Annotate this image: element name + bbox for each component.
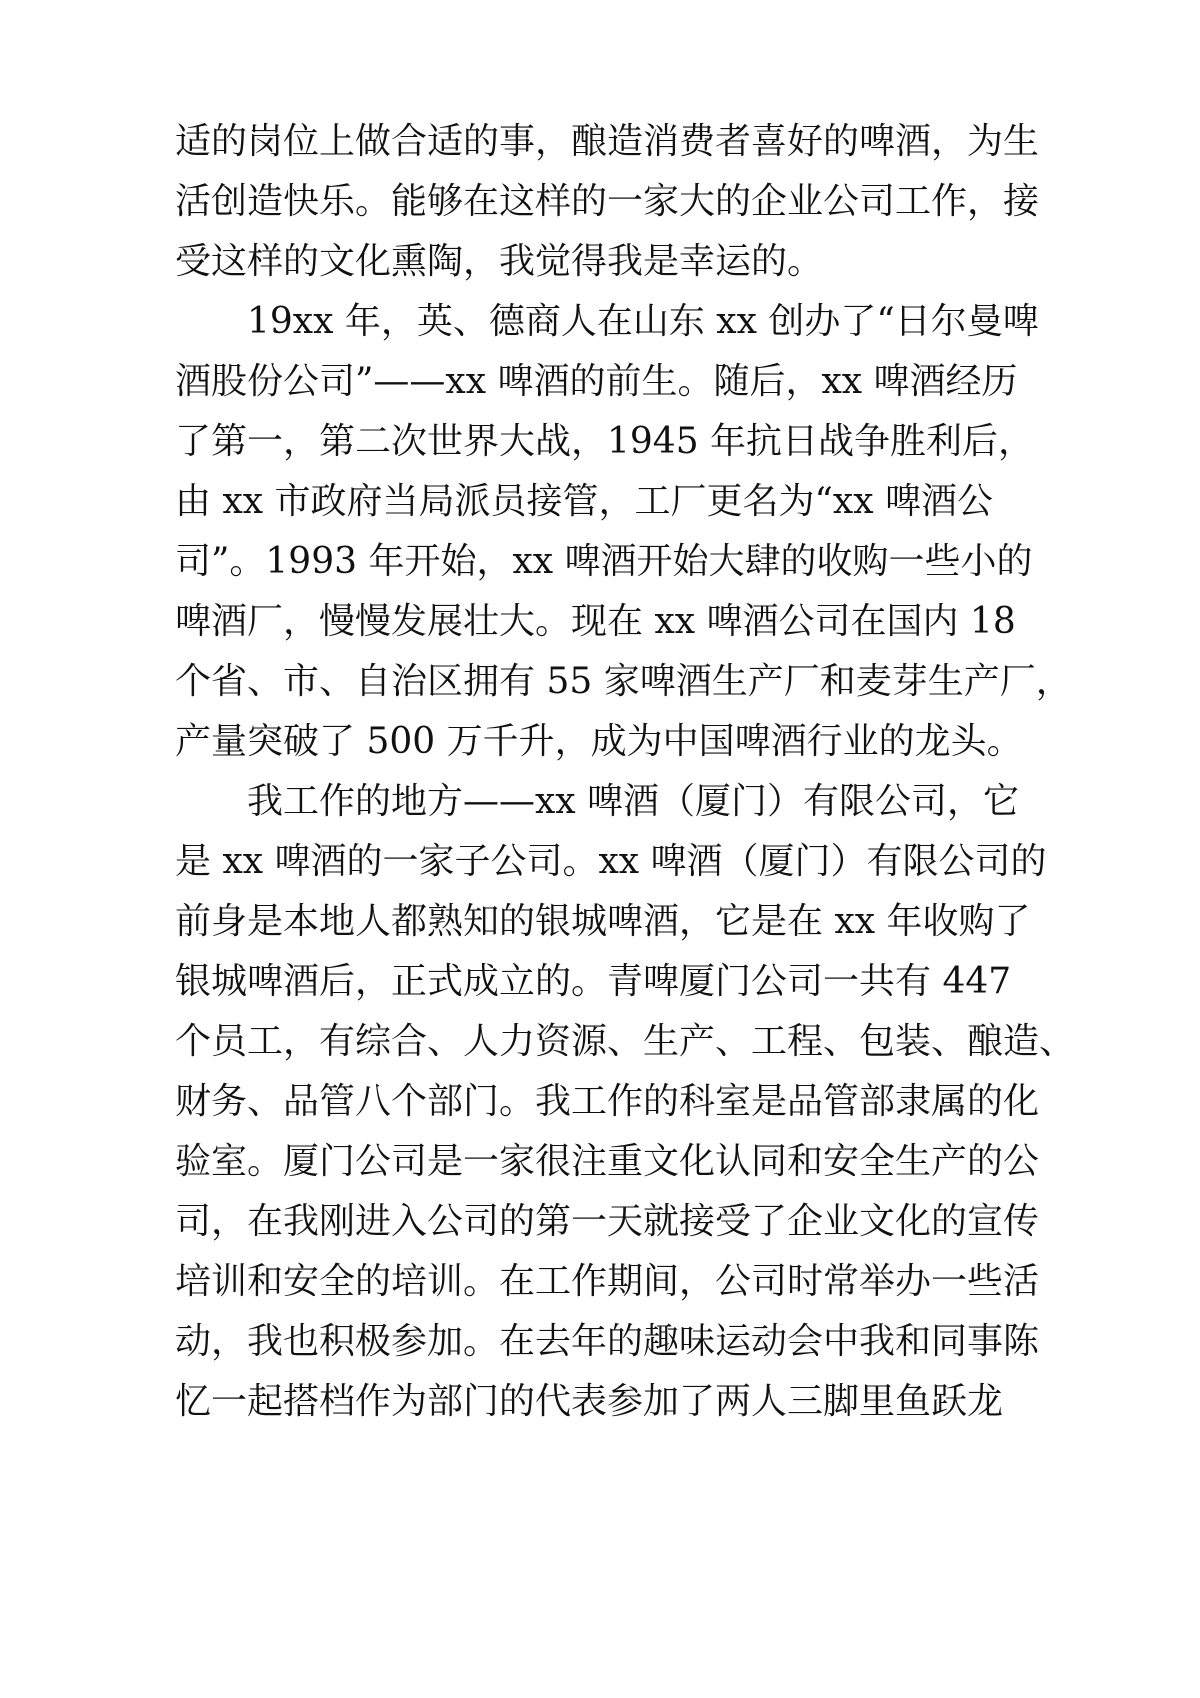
text-line: 银城啤酒后，正式成立的。青啤厦门公司一共有 447 (175, 961, 1012, 1002)
text-line: 由 xx 市政府当局派员接管，工厂更名为“xx 啤酒公 (175, 481, 993, 522)
text-line: 个员工，有综合、人力资源、生产、工程、包装、酿造、 (175, 1021, 1076, 1062)
text-line: 忆一起搭档作为部门的代表参加了两人三脚里鱼跃龙 (175, 1381, 1004, 1422)
text-line: 酒股份公司”——xx 啤酒的前生。随后，xx 啤酒经历 (175, 361, 1018, 402)
text-line: 个省、市、自治区拥有 55 家啤酒生产厂和麦芽生产厂， (175, 661, 1072, 702)
text-line: 受这样的文化熏陶，我觉得我是幸运的。 (175, 241, 824, 282)
text-line: 司”。1993 年开始，xx 啤酒开始大肆的收购一些小的 (175, 541, 1033, 582)
body-text (175, 112, 1076, 1432)
text-line: 了第一，第二次世界大战，1945 年抗日战争胜利后， (175, 421, 1035, 462)
text-line: 产量突破了 500 万千升，成为中国啤酒行业的龙头。 (175, 721, 1023, 762)
text-line: 活创造快乐。能够在这样的一家大的企业公司工作，接 (175, 181, 1040, 222)
paragraph-start-line: 19xx 年，英、德商人在山东 xx 创办了“日尔曼啤 (247, 301, 1039, 342)
text-line: 适的岗位上做合适的事，酿造消费者喜好的啤酒，为生 (175, 121, 1040, 162)
text-line: 司，在我刚进入公司的第一天就接受了企业文化的宣传 (175, 1201, 1040, 1242)
text-line: 培训和安全的培训。在工作期间，公司时常举办一些活 (175, 1261, 1040, 1302)
text-line: 验室。厦门公司是一家很注重文化认同和安全生产的公 (175, 1141, 1040, 1182)
text-line: 财务、品管八个部门。我工作的科室是品管部隶属的化 (175, 1081, 1040, 1122)
text-line: 啤酒厂，慢慢发展壮大。现在 xx 啤酒公司在国内 18 (175, 601, 1016, 642)
text-line: 前身是本地人都熟知的银城啤酒，它是在 xx 年收购了 (175, 901, 1031, 942)
text-line: 动，我也积极参加。在去年的趣味运动会中我和同事陈 (175, 1321, 1040, 1362)
paragraph-start-line: 我工作的地方——xx 啤酒（厦门）有限公司，它 (247, 781, 1020, 822)
text-line: 是 xx 啤酒的一家子公司。xx 啤酒（厦门）有限公司的 (175, 841, 1047, 882)
